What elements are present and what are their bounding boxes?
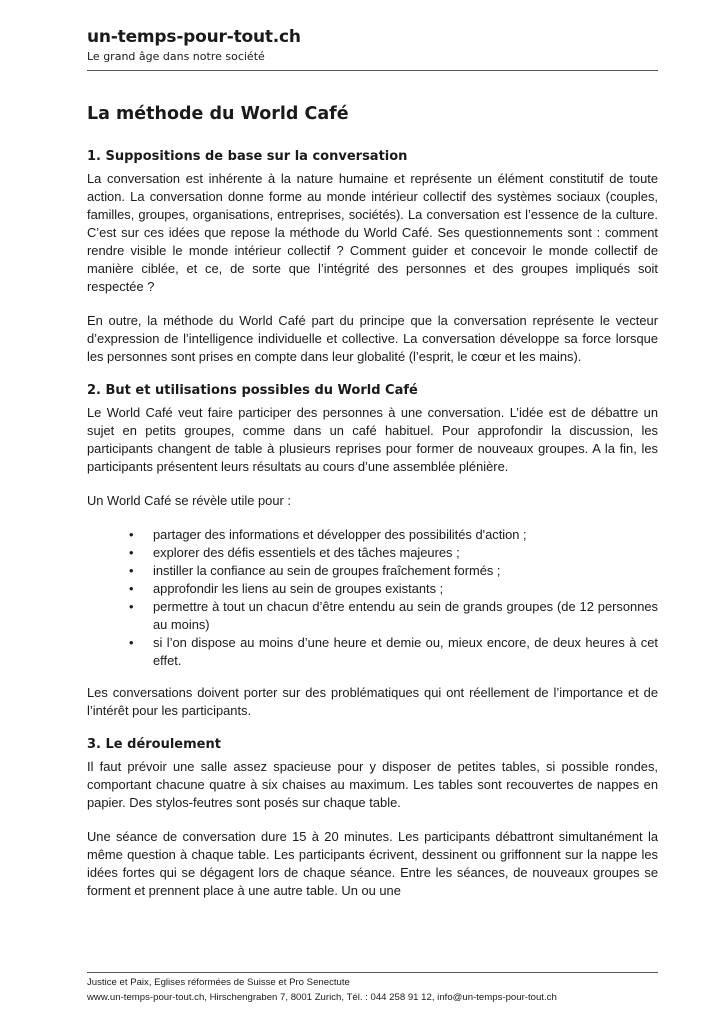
section-heading: 1. Suppositions de base sur la conversation <box>87 149 408 164</box>
document-body <box>87 148 658 916</box>
list-item-text: approfondir les liens au sein de groupes existants ; <box>153 581 444 596</box>
paragraph: La conversation est inhérente à la nature humaine et représente un élément constitutif de toute action. La conversation donne forme au monde intérieur collectif des systèmes sociaux (couples, familles, groupes, organisations, entreprises, sociétés). La conversation est l’essence de la culture. C’est sur ces idées que repose la méthode du World Café. Ses questionnements sont : comment rendre visible le monde intérieur collectif ? Comment guider et concevoir le monde collectif de manière ciblée, et ce, de sorte que l’intégrité des personnes et des groupes impliqués soit respectée ? <box>87 171 658 294</box>
list-item <box>129 562 658 580</box>
list-item <box>129 580 658 598</box>
header-divider <box>87 70 658 71</box>
bullet-icon: • <box>129 545 134 560</box>
paragraph: Un World Café se révèle utile pour : <box>87 493 291 508</box>
list-item <box>129 598 658 634</box>
section-but-utilisations <box>87 382 658 720</box>
list-item-text: si l’on dispose au moins d’une heure et demie ou, mieux encore, de deux heures à cet effet. <box>153 635 658 668</box>
footer-divider <box>87 972 658 973</box>
footer-contact: www.un-temps-pour-tout.ch, Hirschengraben 7, 8001 Zurich, Tél. : 044 258 91 12, info@un-temps-pour-tout.ch <box>87 992 557 1003</box>
section-heading: 3. Le déroulement <box>87 737 221 752</box>
paragraph: Une séance de conversation dure 15 à 20 minutes. Les participants débattront simultanément la même question à chaque table. Les participants écrivent, dessinent ou griffonnent sur la nappe les idées fortes qui se dégagent lors de chaque séance. Entre les séances, de nouveaux groupes se forment et prennent place à une autre table. Un ou une <box>87 829 658 898</box>
paragraph: Les conversations doivent porter sur des problématiques qui ont réellement de l’importance et de l’intérêt pour les participants. <box>87 685 658 718</box>
paragraph: Il faut prévoir une salle assez spacieuse pour y disposer de petites tables, si possible rondes, comportant chacune quatre à six chaises au maximum. Les tables sont recouvertes de nappes en papier. Des stylos-feutres sont posés sur chaque table. <box>87 759 658 810</box>
list-item-text: permettre à tout un chacun d’être entendu au sein de grands groupes (de 12 personnes au moins) <box>153 599 658 632</box>
footer-organizations: Justice et Paix, Eglises réformées de Suisse et Pro Senectute <box>87 977 350 988</box>
list-item <box>129 634 658 670</box>
site-name: un-temps-pour-tout.ch <box>87 27 301 47</box>
list-item <box>129 526 658 544</box>
section-deroulement <box>87 736 658 900</box>
bullet-icon: • <box>129 599 134 614</box>
bullet-icon: • <box>129 527 134 542</box>
paragraph: En outre, la méthode du World Café part du principe que la conversation représente le vecteur d’expression de l’intelligence individuelle et collective. La conversation développe sa force lorsque les personnes sont prises en compte dans leur globalité (l’esprit, le cœur et les mains). <box>87 313 658 364</box>
section-heading: 2. But et utilisations possibles du World Café <box>87 383 418 398</box>
bullet-icon: • <box>129 563 134 578</box>
list-item <box>129 544 658 562</box>
list-item-text: explorer des défis essentiels et des tâches majeures ; <box>153 545 460 560</box>
bullet-icon: • <box>129 581 134 596</box>
bullet-icon: • <box>129 635 134 650</box>
section-suppositions <box>87 148 658 366</box>
list-item-text: instiller la confiance au sein de groupes fraîchement formés ; <box>153 563 501 578</box>
paragraph: Le World Café veut faire participer des personnes à une conversation. L’idée est de débattre un sujet en petits groupes, comme dans un café habituel. Pour approfondir la discussion, les participants changent de table à plusieurs reprises pour former de nouveaux groupes. A la fin, les participants présentent leurs résultats au cours d’une assemblée plénière. <box>87 405 658 474</box>
page-footer <box>87 975 667 1005</box>
list-item-text: partager des informations et développer des possibilités d'action ; <box>153 527 527 542</box>
bullet-list <box>87 526 658 670</box>
site-tagline: Le grand âge dans notre société <box>87 50 265 63</box>
document-title: La méthode du World Café <box>87 104 349 124</box>
page-header <box>87 26 658 64</box>
